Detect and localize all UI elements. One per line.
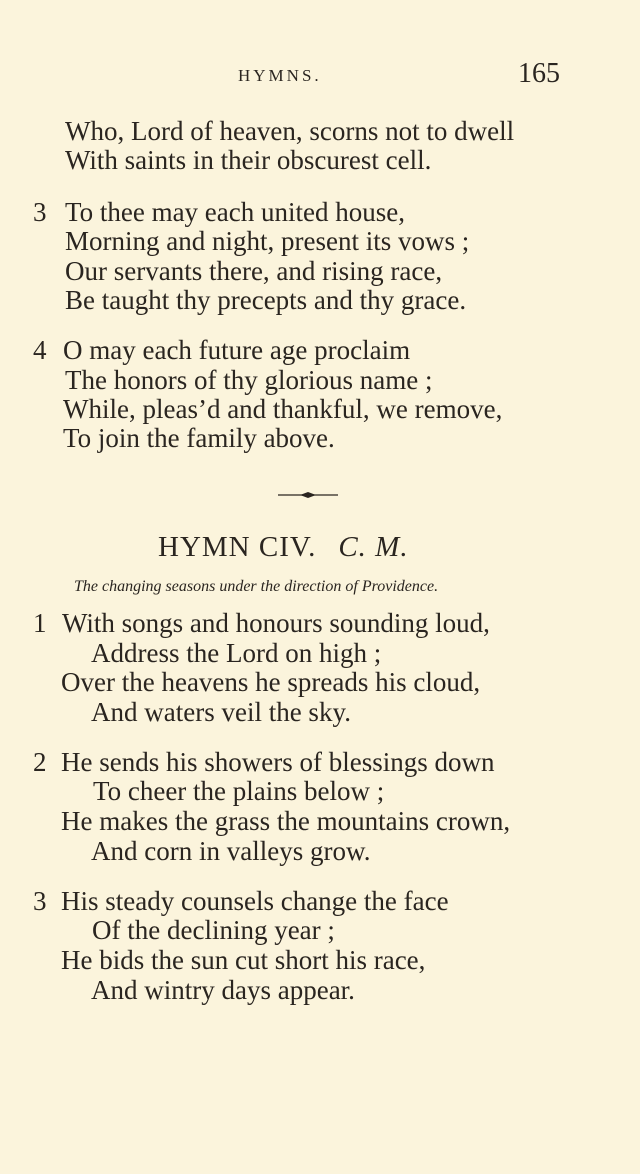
- verse-line: And wintry days appear.: [91, 975, 355, 1005]
- verse-line: Address the Lord on high ;: [91, 638, 382, 668]
- verse-line: To thee may each united house,: [65, 197, 405, 227]
- verse-line: Of the declining year ;: [92, 915, 335, 945]
- running-head: HYMNS.: [238, 66, 322, 85]
- hymn-subtitle: The changing seasons under the direction of Providence.: [74, 578, 439, 595]
- verse-line: He bids the sun cut short his race,: [61, 945, 426, 975]
- verse-line: Our servants there, and rising race,: [65, 256, 443, 286]
- verse-line: Be taught thy precepts and thy grace.: [65, 285, 467, 315]
- verse-line: And waters veil the sky.: [91, 697, 351, 727]
- verse-line: Who, Lord of heaven, scorns not to dwell: [65, 116, 515, 146]
- verse-line: His steady counsels change the face: [61, 886, 449, 916]
- section-divider-ornament: [278, 490, 338, 500]
- page-number: 165: [518, 58, 560, 89]
- verse-line: O may each future age proclaim: [63, 335, 411, 365]
- verse-line: And corn in valleys grow.: [91, 836, 371, 866]
- hymn-number: HYMN CIV.: [158, 531, 317, 563]
- verse-line: Morning and night, present its vows ;: [65, 226, 470, 256]
- stanza-number: 1: [33, 608, 47, 638]
- verse-line: The honors of thy glorious name ;: [65, 365, 433, 395]
- stanza-number: 3: [33, 886, 47, 916]
- stanza-number: 4: [33, 335, 47, 365]
- verse-line: He makes the grass the mountains crown,: [61, 806, 511, 836]
- stanza-number: 2: [33, 747, 47, 777]
- hymn-title: [158, 531, 409, 564]
- verse-line: With songs and honours sounding loud,: [62, 608, 490, 638]
- verse-line: Over the heavens he spreads his cloud,: [61, 667, 481, 697]
- verse-line: To join the family above.: [63, 423, 335, 453]
- hymn-meter: C. M.: [338, 531, 409, 563]
- verse-line: While, pleas’d and thankful, we remove,: [63, 394, 503, 424]
- verse-line: With saints in their obscurest cell.: [65, 145, 432, 175]
- verse-line: He sends his showers of blessings down: [61, 747, 495, 777]
- stanza-number: 3: [33, 197, 47, 227]
- verse-line: To cheer the plains below ;: [93, 776, 385, 806]
